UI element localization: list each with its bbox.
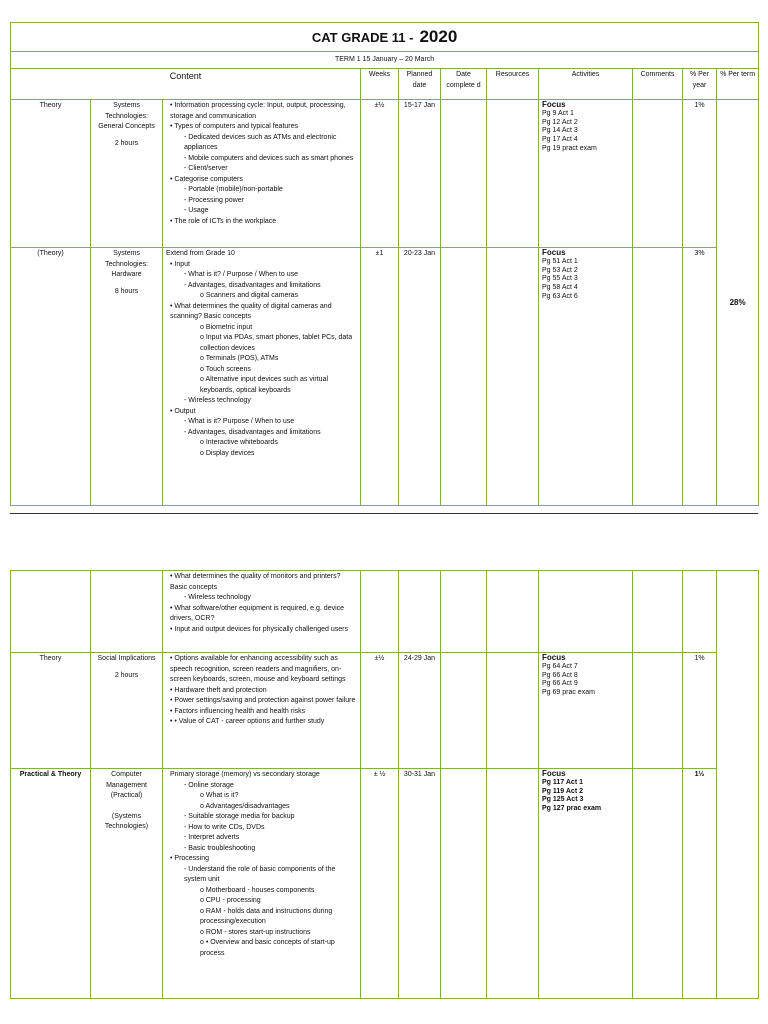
row-planned (399, 571, 441, 653)
content-line: • Types of computers and typical features (170, 123, 298, 130)
header-comments: Comments (633, 69, 683, 100)
row-weeks: ± ½ (361, 769, 399, 999)
row-weeks (361, 571, 399, 653)
content-line: - Wireless technology (184, 594, 251, 601)
content-line: - Interpret adverts (184, 834, 240, 841)
row-type: Theory (11, 653, 91, 769)
row-activities (539, 100, 633, 248)
focus-label: Focus (542, 100, 566, 109)
content-line: o Biometric input (200, 323, 253, 331)
table-row (11, 769, 759, 999)
row-type (11, 571, 91, 653)
row-resources (487, 653, 539, 769)
row-per-year: 1% (683, 100, 717, 248)
topic-label: Social Implications (97, 655, 156, 662)
content-line: - Portable (mobile)/non-portable (184, 186, 283, 193)
content-line: • Information processing cycle: Input, output, processing, storage and communication (170, 102, 346, 120)
content-line: Extend from Grade 10 (166, 250, 235, 257)
activity-list (542, 110, 629, 154)
activity-item: Pg 117 Act 1 (542, 778, 583, 786)
title-text: CAT GRADE 11 - (311, 30, 414, 46)
row-comments (633, 248, 683, 506)
topic-label: Systems Technologies: Hardware (105, 250, 148, 278)
row-comments (633, 571, 683, 653)
content-line: o Display devices (200, 449, 255, 457)
row-per-year: 1% (683, 653, 717, 769)
scheme-table (10, 22, 759, 506)
activity-item: Pg 66 Act 8 (542, 671, 578, 679)
content-line: - Understand the role of basic components of the system unit (184, 865, 336, 883)
content-line: o Touch screens (200, 365, 251, 373)
row-resources (487, 248, 539, 506)
content-line: - Usage (184, 207, 209, 214)
row-content (163, 769, 361, 999)
content-line: - Processing power (184, 196, 244, 204)
activity-list (542, 258, 629, 302)
content-line: o CPU - processing (200, 897, 261, 904)
activity-item: Pg 69 prac exam (542, 689, 595, 697)
row-type: Practical & Theory (11, 769, 91, 999)
content-line: • Factors influencing health and health risks (170, 707, 306, 715)
content-line: - Advantages, disadvantages and limitations (184, 428, 321, 436)
row-date-completed (441, 100, 487, 248)
column-header-row (11, 69, 759, 100)
activity-item: Pg 64 Act 7 (542, 662, 578, 670)
content-line: o What is it? (200, 792, 239, 799)
row-planned: 20-23 Jan (399, 248, 441, 506)
focus-label: Focus (542, 769, 566, 778)
row-content (163, 653, 361, 769)
topic-label: Systems Technologies: General Concepts (98, 102, 155, 130)
row-activities (539, 571, 633, 653)
row-per-term (717, 571, 759, 999)
content-line: - Wireless technology (184, 397, 251, 404)
row-content (163, 248, 361, 506)
row-resources (487, 571, 539, 653)
content-line: o Advantages/disadvantages (200, 802, 290, 810)
activity-item: Pg 55 Act 3 (542, 275, 578, 283)
row-date-completed (441, 769, 487, 999)
row-topic (91, 653, 163, 769)
activity-item: Pg 66 Act 9 (542, 680, 578, 688)
row-per-year: 1½ (683, 769, 717, 999)
activity-item: Pg 63 Act 6 (542, 292, 578, 300)
content-line: • Categorise computers (170, 175, 243, 183)
row-date-completed (441, 248, 487, 506)
content-line: - Advantages, disadvantages and limitations (184, 281, 321, 289)
content-line: - What is it? / Purpose / When to use (184, 271, 298, 278)
activity-list (542, 779, 629, 814)
page-title (11, 23, 759, 52)
activity-item: Pg 58 Act 4 (542, 284, 578, 292)
topic-secondary: (Systems Technologies) (104, 812, 149, 830)
content-line: - Mobile computers and devices such as smart phones (184, 154, 354, 162)
activity-item: Pg 51 Act 1 (542, 257, 578, 265)
row-topic (91, 571, 163, 653)
header-planned-date: Planned date (399, 69, 441, 100)
content-line: • What software/other equipment is required, e.g. device drivers, OCR? (170, 604, 345, 622)
row-resources (487, 769, 539, 999)
row-type: (Theory) (11, 248, 91, 506)
row-weeks: ±½ (361, 100, 399, 248)
content-line: o • Overview and basic concepts of start-up process (200, 939, 335, 957)
topic-hours: 2 hours (114, 139, 139, 147)
row-resources (487, 100, 539, 248)
header-per-term: % Per term (717, 69, 759, 100)
content-line: - How to write CDs, DVDs (184, 823, 265, 831)
table-row (11, 100, 759, 248)
activity-item: Pg 53 Act 2 (542, 266, 578, 274)
content-line: o Terminals (POS), ATMs (200, 355, 279, 362)
content-line: - Basic troubleshooting (184, 844, 256, 852)
row-planned: 24-29 Jan (399, 653, 441, 769)
activity-item: Pg 9 Act 1 (542, 109, 574, 117)
activity-item: Pg 127 prac exam (542, 805, 602, 813)
content-line: o Alternative input devices such as virtual keyboards, optical keyboards (200, 376, 329, 394)
activity-item: Pg 19 pract exam (542, 144, 597, 152)
title-year: 2020 (419, 27, 458, 47)
content-line: • Processing (170, 855, 210, 862)
content-line: • What determines the quality of monitors and printers? Basic concepts (170, 573, 341, 591)
focus-label: Focus (542, 248, 566, 257)
content-line: • Hardware theft and protection (170, 686, 267, 694)
scheme-table-continued (10, 570, 759, 999)
content-line: o ROM - stores start-up instructions (200, 928, 311, 936)
header-content: Content (11, 69, 361, 100)
topic-hours: 2 hours (114, 671, 139, 679)
header-weeks: Weeks (361, 69, 399, 100)
row-topic (91, 769, 163, 999)
row-comments (633, 769, 683, 999)
row-date-completed (441, 571, 487, 653)
row-content (163, 571, 361, 653)
content-line: o Input via PDAs, smart phones, tablet PCs, data collection devices (200, 334, 353, 352)
table-row (11, 653, 759, 769)
activity-item: Pg 125 Act 3 (542, 796, 584, 804)
content-line: • The role of ICTs in the workplace (170, 217, 277, 225)
activity-item: Pg 12 Act 2 (542, 118, 578, 126)
content-line: o Interactive whiteboards (200, 439, 278, 446)
focus-label: Focus (542, 653, 566, 662)
row-topic (91, 100, 163, 248)
table-row (11, 248, 759, 506)
content-line: • Options available for enhancing accessibility such as speech recognition, screen readers and magnifiers, on-screen keyboards, screen, mouse and keyboard settings (170, 655, 346, 683)
activity-item: Pg 119 Act 2 (542, 787, 583, 795)
row-date-completed (441, 653, 487, 769)
content-line: o Motherboard - houses components (200, 886, 315, 894)
row-activities (539, 653, 633, 769)
content-line: o Scanners and digital cameras (200, 292, 299, 299)
content-line: - Online storage (184, 781, 234, 789)
activity-list (542, 663, 629, 698)
header-resources: Resources (487, 69, 539, 100)
row-comments (633, 653, 683, 769)
page-one (10, 22, 758, 506)
content-line: • Power settings/saving and protection against power failure (170, 697, 356, 704)
activity-item: Pg 14 Act 3 (542, 127, 578, 135)
content-line: Primary storage (memory) vs secondary storage (170, 771, 320, 778)
header-activities: Activities (539, 69, 633, 100)
row-comments (633, 100, 683, 248)
content-line: • Input and output devices for physically challenged users (170, 625, 348, 633)
term-heading: TERM 1 15 January – 20 March (11, 52, 759, 69)
header-date-completed: Date complete d (441, 69, 487, 100)
content-line: o RAM - holds data and instructions during processing/execution (200, 907, 333, 925)
row-type: Theory (11, 100, 91, 248)
row-planned: 30-31 Jan (399, 769, 441, 999)
row-content (163, 100, 361, 248)
page-bottom-rule (10, 513, 758, 514)
term-percent: 28% (717, 100, 759, 506)
row-topic (91, 248, 163, 506)
table-row (11, 571, 759, 653)
row-activities (539, 769, 633, 999)
row-per-year (683, 571, 717, 653)
header-per-year: % Per year (683, 69, 717, 100)
content-line: • Output (170, 407, 196, 415)
row-per-year: 3% (683, 248, 717, 506)
content-line: • • Value of CAT - career options and further study (170, 718, 325, 725)
row-planned: 15-17 Jan (399, 100, 441, 248)
content-line: - Dedicated devices such as ATMs and electronic appliances (184, 133, 337, 151)
topic-label: Computer Management (Practical) (106, 771, 147, 799)
row-weeks: ±½ (361, 653, 399, 769)
content-line: • What determines the quality of digital cameras and scanning? Basic concepts (170, 302, 332, 320)
content-line: - Client/server (184, 165, 228, 172)
content-line: - Suitable storage media for backup (184, 813, 295, 820)
topic-hours: 8 hours (114, 287, 139, 295)
activity-item: Pg 17 Act 4 (542, 136, 578, 144)
content-line: - What is it? Purpose / When to use (184, 418, 295, 425)
page-two (10, 570, 758, 999)
row-weeks: ±1 (361, 248, 399, 506)
content-line: • Input (170, 260, 190, 268)
row-activities (539, 248, 633, 506)
